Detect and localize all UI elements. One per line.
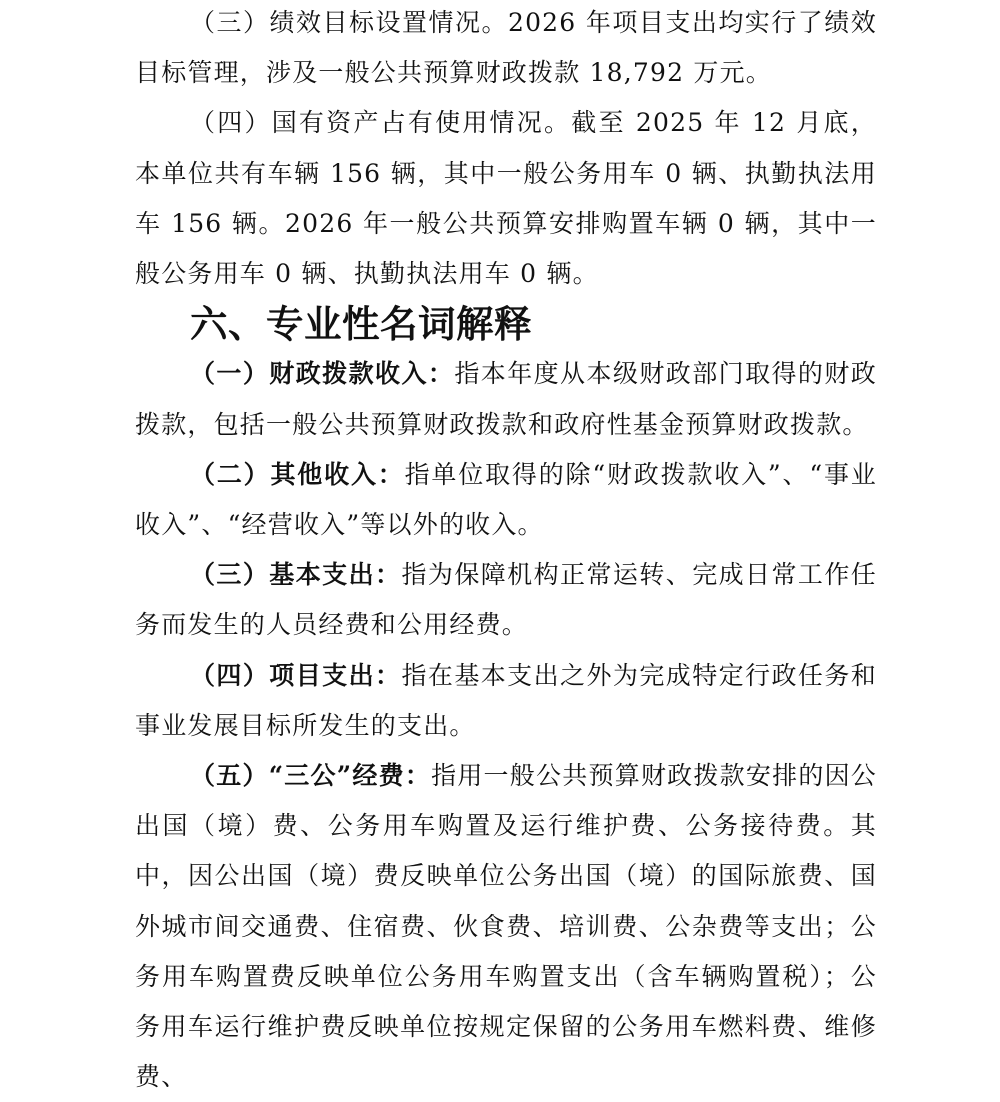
section-heading-terms: 六、专业性名词解释	[190, 302, 532, 347]
definition-basic-expenditure	[135, 550, 877, 650]
paragraph-lead: （四）国有资产占有使用情况。	[190, 108, 572, 138]
definition-term: （五）“三公”经费：	[190, 761, 432, 791]
definition-fiscal-appropriation-income	[135, 349, 877, 449]
definition-text: 指用一般公共预算财政拨款安排的因公出国（境）费、公务用车购置及运行维护费、公务接待费。其中，因公出国（境）费反映单位公务出国（境）的国际旅费、国外城市间交通费、住宿费、伙食费、培训费、公杂费等支出；公务用车购置费反映单位公务用车购置支出（含车辆购置税）；公务用车运行维护费反映单位按规定保留的公务用车燃料费、维修费、	[135, 761, 878, 1092]
definition-term: （一）财政拨款收入：	[190, 359, 455, 389]
paragraph-body: 截至 2025 年 12 月底，本单位共有车辆 156 辆，其中一般公务用车 0 辆、执勤执法用车 156 辆。2026 年一般公共预算安排购置车辆 0 辆，其中一般公务用车 0 辆、执勤执法用车 0 辆。	[135, 108, 877, 289]
paragraph-performance-goals	[135, 0, 877, 98]
definition-term: （四）项目支出：	[190, 660, 402, 690]
definition-project-expenditure	[135, 651, 877, 751]
definition-other-income	[135, 450, 877, 550]
definition-text: 指本年度从本级财政部门取得的财政拨款，包括一般公共预算财政拨款和政府性基金预算财政拨款。	[135, 359, 877, 439]
definition-term: （三）基本支出：	[190, 560, 402, 590]
paragraph-state-assets	[135, 98, 877, 299]
definition-term: （二）其他收入：	[190, 459, 405, 489]
paragraph-body: 2026 年项目支出均实行了绩效目标管理，涉及一般公共预算财政拨款 18,792 万元。	[135, 8, 877, 88]
definition-three-public-expenses	[135, 751, 877, 1102]
definition-text: 指单位取得的除“财政拨款收入”、“事业收入”、“经营收入”等以外的收入。	[135, 459, 877, 540]
document-page	[135, 0, 877, 1102]
definition-text: 指为保障机构正常运转、完成日常工作任务而发生的人员经费和公用经费。	[135, 560, 877, 640]
paragraph-lead: （三）绩效目标设置情况。	[190, 8, 508, 37]
definition-text: 指在基本支出之外为完成特定行政任务和事业发展目标所发生的支出。	[135, 660, 877, 740]
